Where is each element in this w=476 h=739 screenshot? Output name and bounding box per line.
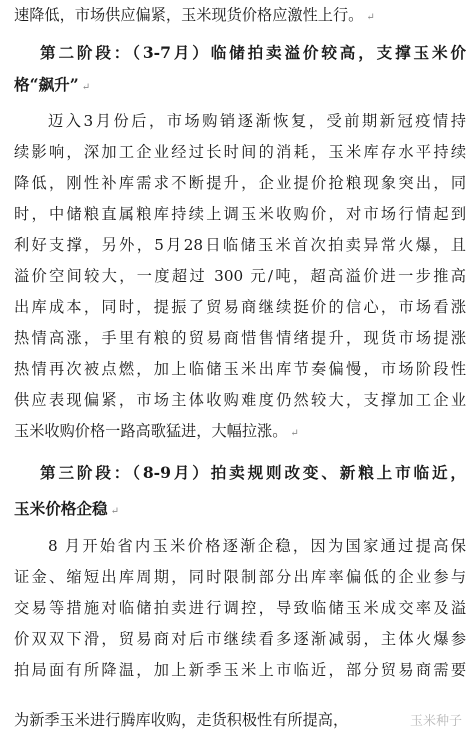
text-line-8: 利好支撑，另外，5月28日临储玉米首次拍卖异常火爆，且 (14, 236, 466, 254)
text-line-4: 迈入3月份后，市场购销逐渐恢复，受前期新冠疫情持 (48, 112, 466, 130)
text-line-9: 溢价空间较大，一度超过 300 元/吨，超高溢价进一步推高 (14, 267, 466, 285)
text-line-7: 时，中储粮直属粮库持续上调玉米收购价，对市场行情起到 (14, 205, 466, 223)
text-line-14 (0, 420, 476, 445)
heading-text: 玉米价格企稳 (14, 499, 108, 518)
text-line-18: 证金、缩短出库周期，同时限制部分出库率偏低的企业参与 (14, 568, 466, 586)
text-line-22: 为新季玉米进行腾库收购，走货积极性有所提高， (14, 711, 349, 729)
paragraph-mark-icon: ↵ (110, 506, 119, 517)
text-line-17: 8 月开始省内玉米价格逐渐企稳，因为国家通过提高保 (48, 537, 466, 555)
line-text: 速降低，市场供应偏紧，玉米现货价格应激性上行。 (14, 6, 364, 24)
line-text: 玉米收购价格一路高歌猛进，大幅拉涨。 (14, 422, 288, 440)
heading-text: 第二阶段：（3-7月）临储拍卖溢价较高，支撑玉米价 (40, 43, 466, 62)
paragraph-mark-icon: ↵ (81, 82, 91, 93)
text-line-21: 拍局面有所降温，加上新季玉米上市临近，部分贸易商需要 (14, 661, 466, 679)
paragraph-mark-icon: ↵ (290, 428, 299, 439)
section-heading-3 (0, 462, 476, 484)
section-heading-3-cont (0, 498, 476, 523)
watermark: 玉米种子 (406, 708, 466, 731)
text-line-11: 热情高涨，手里有粮的贸易商惜售情绪提升，现货市场提涨 (14, 329, 466, 347)
text-line-20: 价双双下滑，贸易商对后市继续看多逐渐减弱，主体火爆参 (14, 630, 466, 648)
text-line-12: 热情再次被点燃，加上临储玉米出库节奏偏慢，市场阶段性 (14, 360, 466, 378)
text-line-5: 续影响，深加工企业经过长时间的消耗，玉米库存水平持续 (14, 143, 466, 161)
text-line-19: 交易等措施对临储拍卖进行调控，导致临储玉米成交率及溢 (14, 599, 466, 617)
text-line-10: 出库成本，同时，提振了贸易商继续挺价的信心，市场看涨 (14, 298, 466, 316)
text-line-6: 降低，刚性补库需求不断提升，企业提价抢粮现象突出，同 (14, 174, 466, 192)
text-line-1 (0, 4, 476, 29)
heading-text: 格“飙升” (14, 75, 79, 94)
section-heading-2 (0, 42, 476, 64)
paragraph-mark-icon: ↵ (366, 12, 375, 23)
section-heading-2-cont (0, 74, 476, 99)
heading-text: 第三阶段：（8-9月）拍卖规则改变、新粮上市临近， (40, 463, 466, 482)
text-line-13: 供应表现偏紧，市场主体收购难度仍然较大，支撑加工企业 (14, 391, 466, 409)
